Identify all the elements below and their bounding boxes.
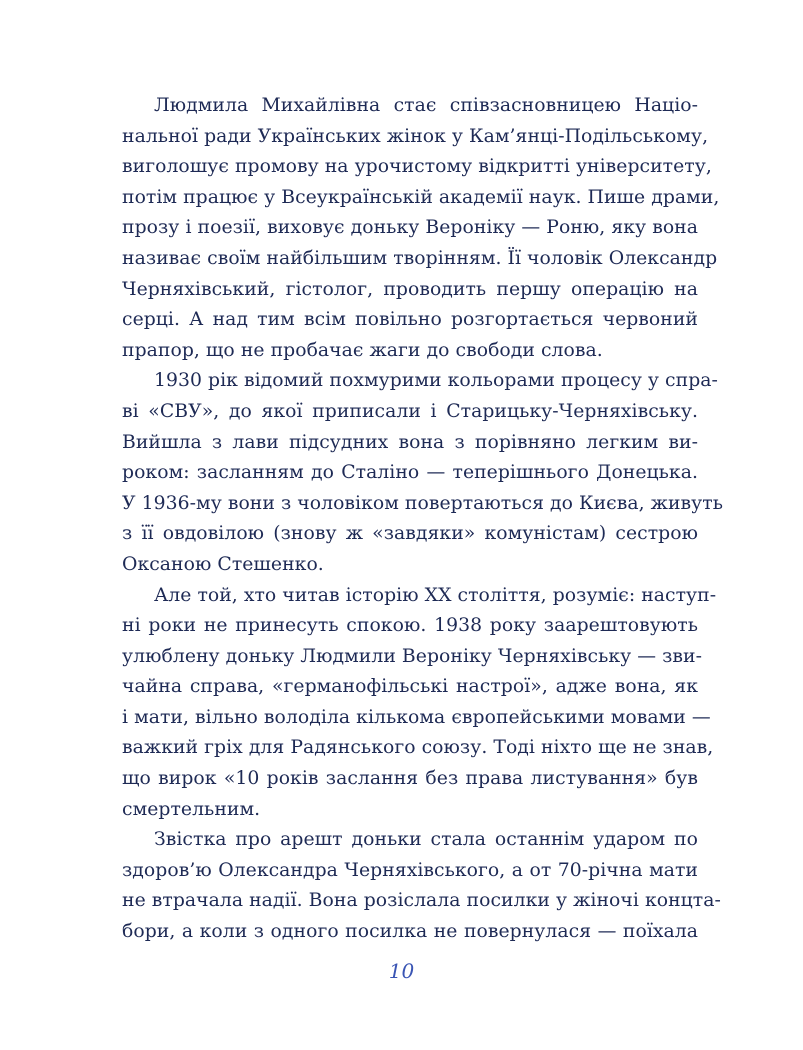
text-line: нальної ради Українських жінок у Кам’янці-Подільському, — [122, 125, 709, 147]
body-text — [122, 91, 723, 948]
text-line: ні роки не принесуть спокою. 1938 року заарештовують — [122, 615, 698, 637]
paragraph — [122, 366, 723, 580]
paragraph — [122, 581, 717, 826]
text-line: Вийшла з лави підсудних вона з порівняно легким ви- — [122, 431, 698, 453]
text-line: називає своїм найбільшим творінням. Її чоловік Олександр — [122, 247, 718, 269]
text-line: Черняхівський, гістолог, проводить першу операцію на — [122, 278, 698, 300]
text-line: виголошує промову на урочистому відкритті університету, — [122, 156, 712, 178]
paragraph — [122, 825, 721, 947]
text-line: серці. А над тим всім повільно розгортається червоний — [122, 309, 698, 331]
text-line: і мати, вільно володіла кількома європейськими мовами — — [122, 706, 711, 728]
text-line: з її овдовілою (знову ж «завдяки» комуністам) сестрою — [122, 523, 698, 545]
text-line: Людмила Михайлівна стає співзасновницею Націо- — [154, 95, 698, 116]
text-line: не втрачала надії. Вона розіслала посилки у жіночі концта- — [122, 890, 721, 912]
text-line: бори, а коли з одного посилка не повернулася — поїхала — [122, 921, 698, 943]
text-line: важкий гріх для Радянського союзу. Тоді ніхто ще не знав, — [122, 737, 714, 759]
text-line: ві «СВУ», до якої приписали і Старицьку-Черняхівську. — [122, 400, 698, 422]
text-line: роком: засланням до Сталіно — теперішнього Донецька. — [122, 462, 698, 484]
text-line: прапор, що не пробачає жаги до свободи слова. — [122, 339, 603, 361]
paragraph — [122, 91, 720, 366]
text-line: 1930 рік відомий похмурими кольорами процесу у спра- — [154, 370, 718, 392]
text-line: улюблену доньку Людмили Вероніку Черняхівську — зви- — [122, 645, 702, 667]
page-number: 10 — [388, 959, 415, 983]
text-line: У 1936-му вони з чоловіком повертаються до Києва, живуть — [122, 492, 723, 514]
text-line: що вирок «10 років заслання без права листування» був — [122, 768, 698, 790]
text-line: Оксаною Стешенко. — [122, 553, 324, 575]
text-line: чайна справа, «германофільські настрої», адже вона, як — [122, 676, 698, 698]
text-line: здоров’ю Олександра Черняхівського, а от 70-річна мати — [122, 859, 698, 881]
text-line: потім працює у Всеукраїнській академії наук. Пише драми, — [122, 186, 720, 208]
text-line: смертельним. — [122, 798, 261, 820]
text-line: прозу і поезії, виховує доньку Вероніку — Роню, яку вона — [122, 217, 698, 239]
text-line: Але той, хто читав історію XX століття, розуміє: наступ- — [154, 584, 717, 606]
text-line: Звістка про арешт доньки стала останнім ударом по — [154, 829, 698, 851]
